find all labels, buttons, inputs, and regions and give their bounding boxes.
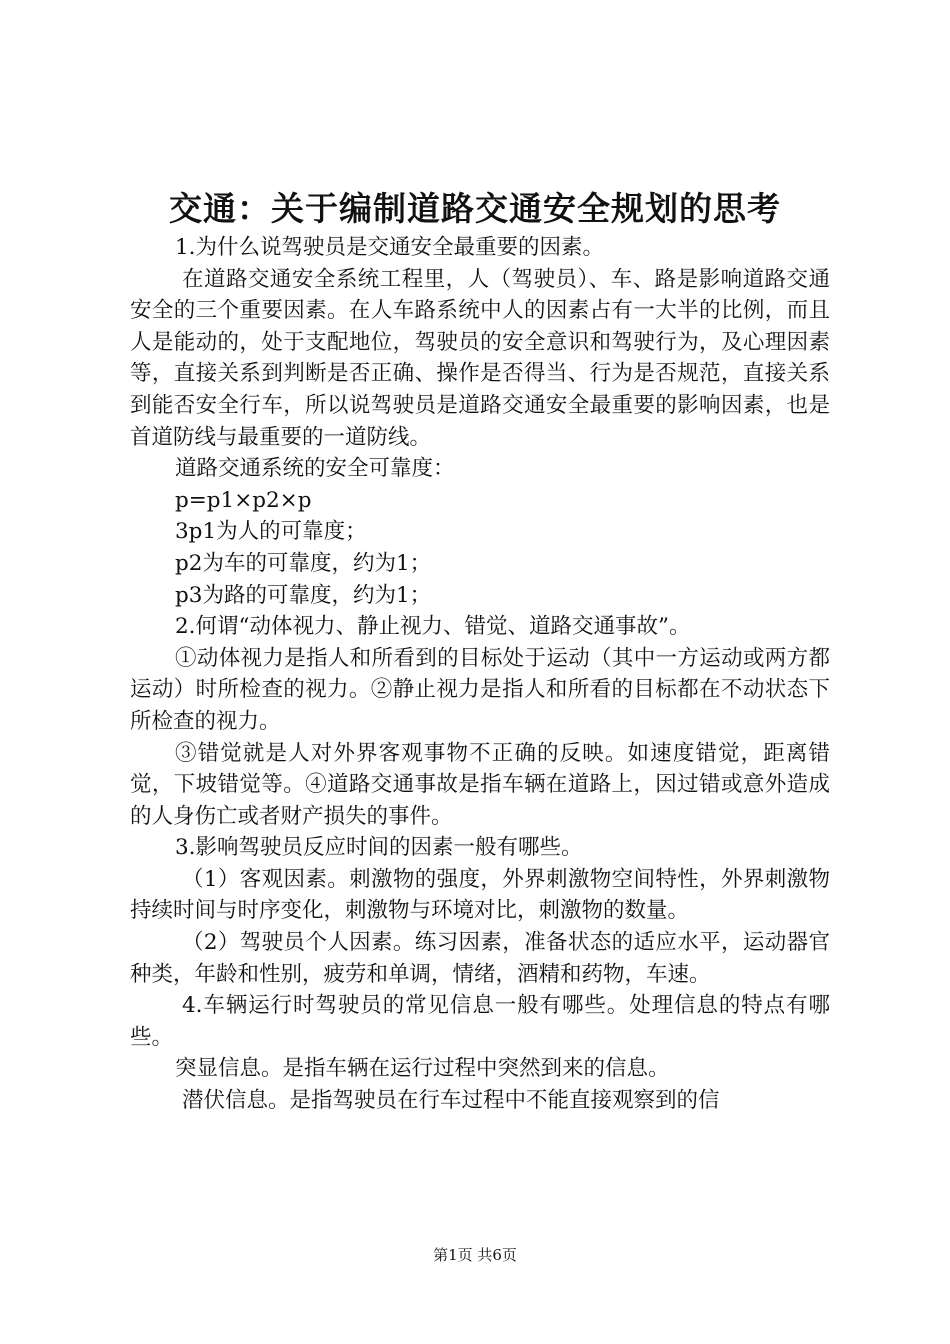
paragraph-personal-factors: （2）驾驶员个人因素。练习因素，准备状态的适应水平，运动器官种类，年龄和性别，疲劳和单调，情绪，酒精和药物，车速。	[130, 930, 830, 987]
reliability-vehicle: p2为车的可靠度，约为1；	[175, 550, 432, 576]
paragraph-latent-information: 潜伏信息。是指驾驶员在行车过程中不能直接观察到的信	[182, 1088, 720, 1114]
paragraph-illusion-accident: ③错觉就是人对外界客观事物不正确的反映。如速度错觉，距离错觉，下坡错觉等。④道路交通事故是指车辆在道路上，因过错或意外造成的人身伤亡或者财产损失的事件。	[130, 740, 830, 829]
question-2-heading: 2.何谓“动体视力、静止视力、错觉、道路交通事故”。	[175, 614, 691, 640]
reliability-road: p3为路的可靠度，约为1；	[175, 582, 432, 608]
paragraph-vision: ①动体视力是指人和所看到的目标处于运动（其中一方运动或两方都运动）时所检查的视力。②静止视力是指人和所看的目标都在不动状态下所检查的视力。	[130, 645, 830, 734]
paragraph-salient-information: 突显信息。是指车辆在运行过程中突然到来的信息。	[175, 1056, 670, 1082]
page-number-footer: 第1页 共6页	[433, 1246, 517, 1264]
reliability-heading: 道路交通系统的安全可靠度：	[175, 456, 455, 482]
paragraph-objective-factors: （1）客观因素。刺激物的强度，外界刺激物空间特性，外界刺激物持续时间与时序变化，刺激物与环境对比，刺激物的数量。	[130, 866, 830, 924]
question-1-heading: 1.为什么说驾驶员是交通安全最重要的因素。	[175, 235, 605, 260]
reliability-formula: p=p1×p2×p	[175, 487, 312, 513]
document-title: 交通：关于编制道路交通安全规划的思考	[169, 189, 781, 228]
reliability-person: 3p1为人的可靠度；	[175, 519, 367, 545]
question-3-heading: 3.影响驾驶员反应时间的因素一般有哪些。	[175, 835, 583, 861]
paragraph-driver-importance: 在道路交通安全系统工程里，人（驾驶员）、车、路是影响道路交通安全的三个重要因素。在人车路系统中人的因素占有一大半的比例，而且人是能动的，处于支配地位，驾驶员的安全意识和驾驶行为，及心理因素等，直接关系到判断是否正确、操作是否得当、行为是否规范，直接关系到能否安全行车，所以说驾驶员是道路交通安全最重要的影响因素，也是首道防线与最重要的一道防线。	[130, 266, 830, 450]
question-4-heading: 4.车辆运行时驾驶员的常见信息一般有哪些。处理信息的特点有哪些。	[130, 993, 830, 1050]
document-body	[130, 232, 830, 1117]
